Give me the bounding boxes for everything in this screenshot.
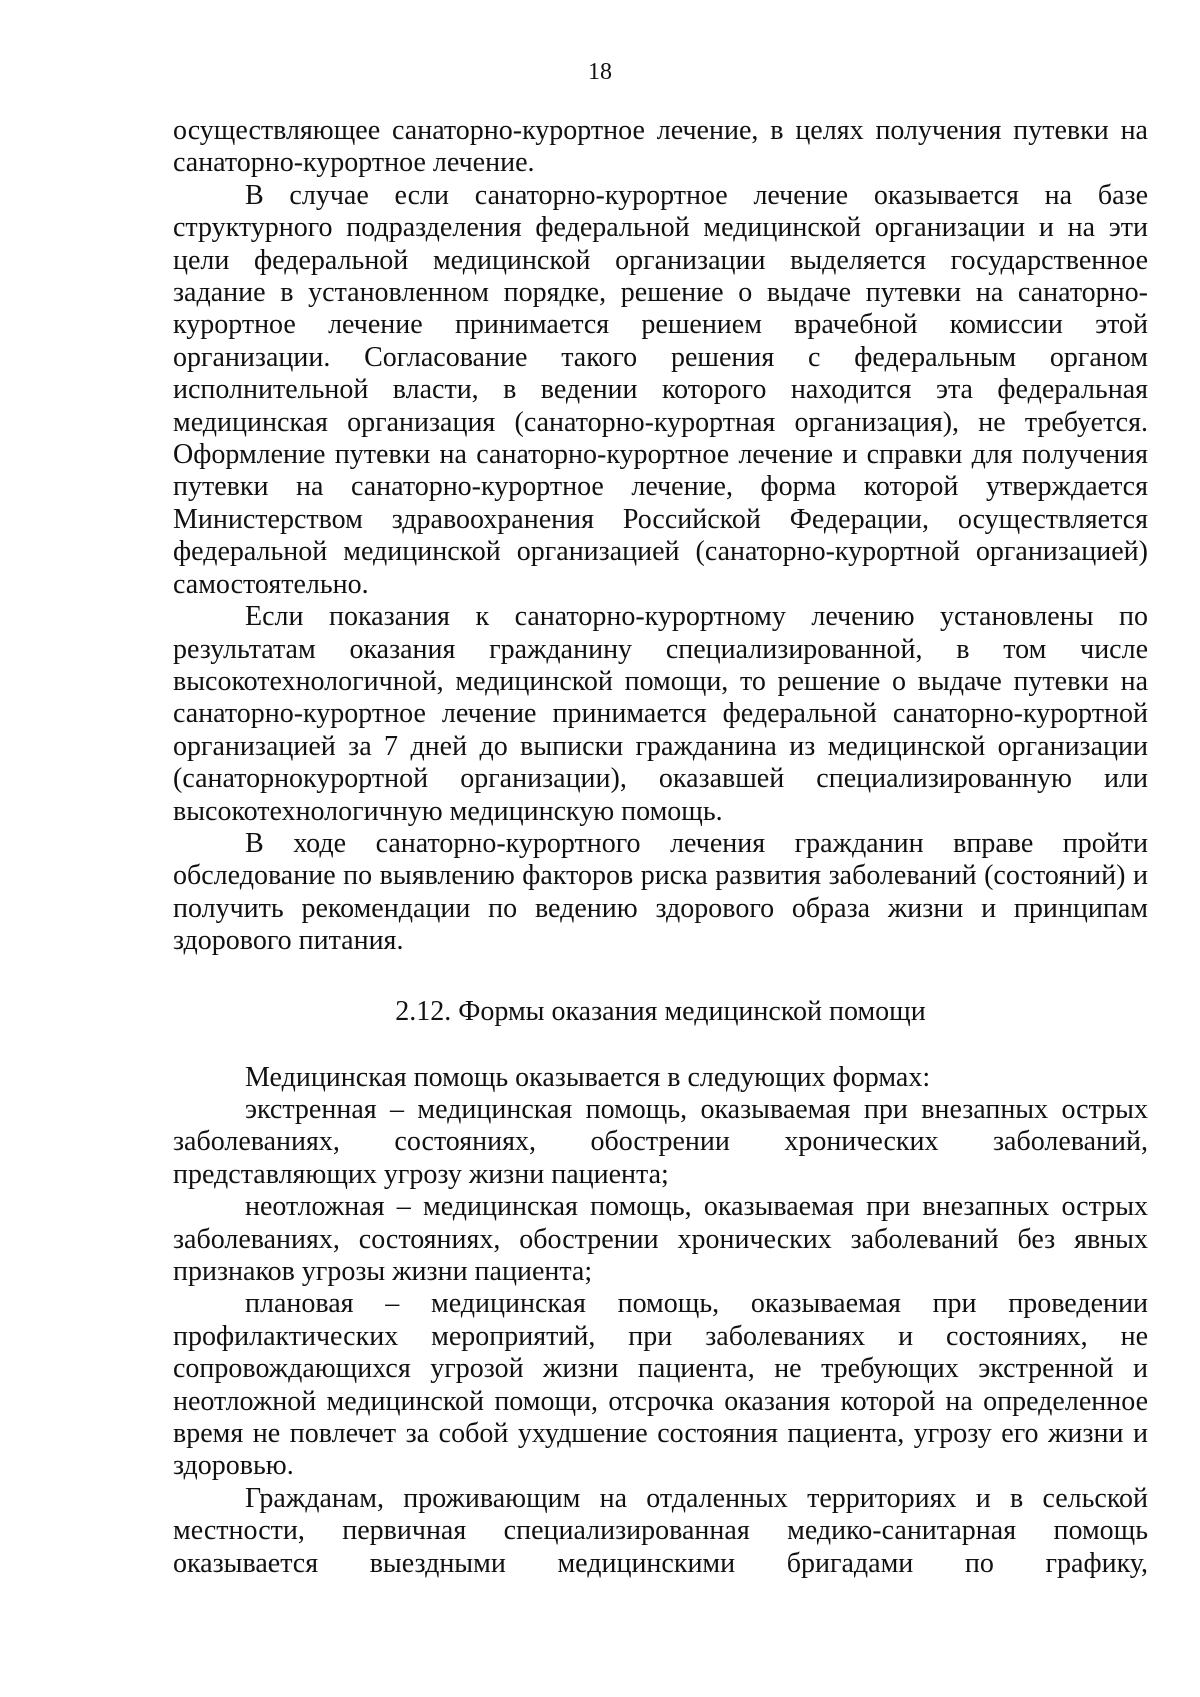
document-body [173,115,1148,1580]
page-number: 18 [588,59,612,85]
paragraph-examination: В ходе санаторно-курортного лечения гражданин вправе пройти обследование по выявлению факторов риска развития заболеваний (состояний) и получить рекомендации по ведению здорового образа жизни и принципам здорового питания. [173,827,1148,957]
paragraph-emergency: экстренная – медицинская помощь, оказываемая при внезапных острых заболеваниях, состояниях, обострении хронических заболеваний, представляющих угрозу жизни пациента; [173,1093,1148,1190]
paragraph-indications: Если показания к санаторно-курортному лечению установлены по результатам оказания гражданину специализированной, в том числе высокотехнологичной, медицинской помощи, то решение о выдаче путевки на санаторно-курортное лечение принимается федеральной санаторно-курортной организацией за 7 дней до выписки гражданина из медицинской организации (санаторнокурортной организации), оказавшей специализированную или высокотехнологичную медицинскую помощь. [173,601,1148,827]
paragraph-sanatorium-federal: В случае если санаторно-курортное лечение оказывается на базе структурного подразделения федеральной медицинской организации и на эти цели федеральной медицинской организации выделяется государственное задание в установленном порядке, решение о выдаче путевки на санаторно-курортное лечение принимается решением врачебной комиссии этой организации. Согласование такого решения с федеральным органом исполнительной власти, в ведении которого находится эта федеральная медицинская организация (санаторно-курортная организация), не требуется. Оформление путевки на санаторно-курортное лечение и справки для получения путевки на санаторно-курортное лечение, форма которой утверждается Министерством здравоохранения Российской Федерации, осуществляется федеральной медицинской организацией (санаторно-курортной организацией) самостоятельно. [173,179,1148,600]
paragraph-urgent: неотложная – медицинская помощь, оказываемая при внезапных острых заболеваниях, состояниях, обострении хронических заболеваний без явных признаков угрозы жизни пациента; [173,1191,1148,1287]
paragraph-continuation: осуществляющее санаторно-курортное лечение, в целях получения путевки на санаторно-курортное лечение. [173,115,1148,179]
paragraph-remote-territories: Гражданам, проживающим на отдаленных территориях и в сельской местности, первичная специализированная медико-санитарная помощь оказывается выездными медицинскими бригадами по графику, [173,1482,1148,1579]
section-heading: 2.12. Формы оказания медицинской помощи [395,995,926,1027]
paragraph-planned: плановая – медицинская помощь, оказываемая при проведении профилактических мероприятий, при заболеваниях и состояниях, не сопровождающихся угрозой жизни пациента, не требующих экстренной и неотложной медицинской помощи, отсрочка оказания которой на определенное время не повлечет за собой ухудшение состояния пациента, угрозу его жизни и здоровью. [173,1288,1148,1482]
paragraph-forms-intro: Медицинская помощь оказывается в следующих формах: [245,1061,931,1093]
